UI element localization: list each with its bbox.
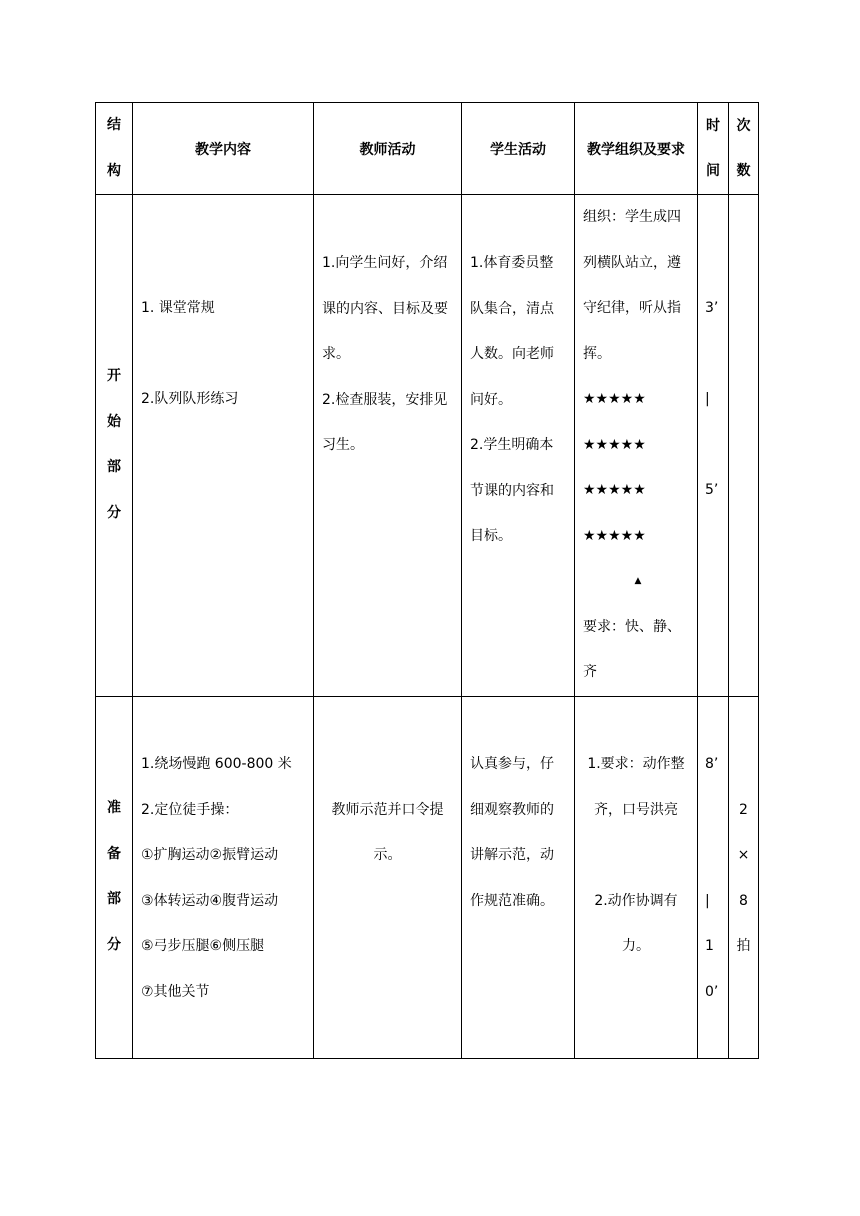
header-row — [96, 103, 759, 195]
formation-row: ★★★★★ — [583, 391, 646, 407]
header-teacher-activity: 教师活动 — [314, 103, 462, 195]
section-label-prep: 准 备 部 分 — [96, 696, 133, 1058]
start-content: 1. 课堂常规 2.队列队形练习 — [133, 195, 314, 697]
formation-row: ★★★★★ — [583, 527, 646, 544]
header-organization: 教学组织及要求 — [575, 103, 698, 195]
prep-content: 1.绕场慢跑 600-800 米 2.定位徒手操： ①扩胸运动②振臂运动 ③体转运动④腹背运动 ⑤弓步压腿⑥侧压腿 ⑦其他关节 — [133, 696, 314, 1058]
prep-count: 2 × 8 拍 — [729, 696, 759, 1058]
start-organization: 组织：学生成四 列横队站立，遵 守纪律，听从指 挥。 ★★★★★ ★★★★★ ★★★★★ ★★★★★ ▲ 要求：快、静、 齐 — [575, 195, 698, 697]
teacher-marker-icon: ▲ — [634, 576, 642, 586]
prep-organization: 1.要求：动作整 齐，口号洪亮 2.动作协调有 力。 — [575, 696, 698, 1058]
start-count — [729, 195, 759, 697]
start-section-row — [96, 195, 759, 697]
start-student-activity: 1.体育委员整 队集合，清点 人数。向老师 问好。 2.学生明确本 节课的内容和 目标。 — [462, 195, 575, 697]
start-time: 3’ | 5’ — [698, 195, 729, 697]
section-label-start: 开 始 部 分 — [96, 195, 133, 697]
lesson-plan-table — [95, 102, 759, 1059]
header-time: 时 间 — [698, 103, 729, 195]
header-student-activity: 学生活动 — [462, 103, 575, 195]
prep-time: 8’ | 1 0’ — [698, 696, 729, 1058]
formation-row: ★★★★★ — [583, 436, 646, 453]
start-teacher-activity: 1.向学生问好，介绍 课的内容、目标及要 求。 2.检查服装，安排见 习生。 — [314, 195, 462, 697]
formation-row: ★★★★★ — [583, 482, 646, 498]
prep-student-activity: 认真参与，仔 细观察教师的 讲解示范，动 作规范准确。 — [462, 696, 575, 1058]
header-count: 次 数 — [729, 103, 759, 195]
header-content: 教学内容 — [133, 103, 314, 195]
prep-teacher-activity: 教师示范并口令提 示。 — [314, 696, 462, 1058]
prep-section-row — [96, 696, 759, 1058]
header-structure: 结 构 — [96, 103, 133, 195]
